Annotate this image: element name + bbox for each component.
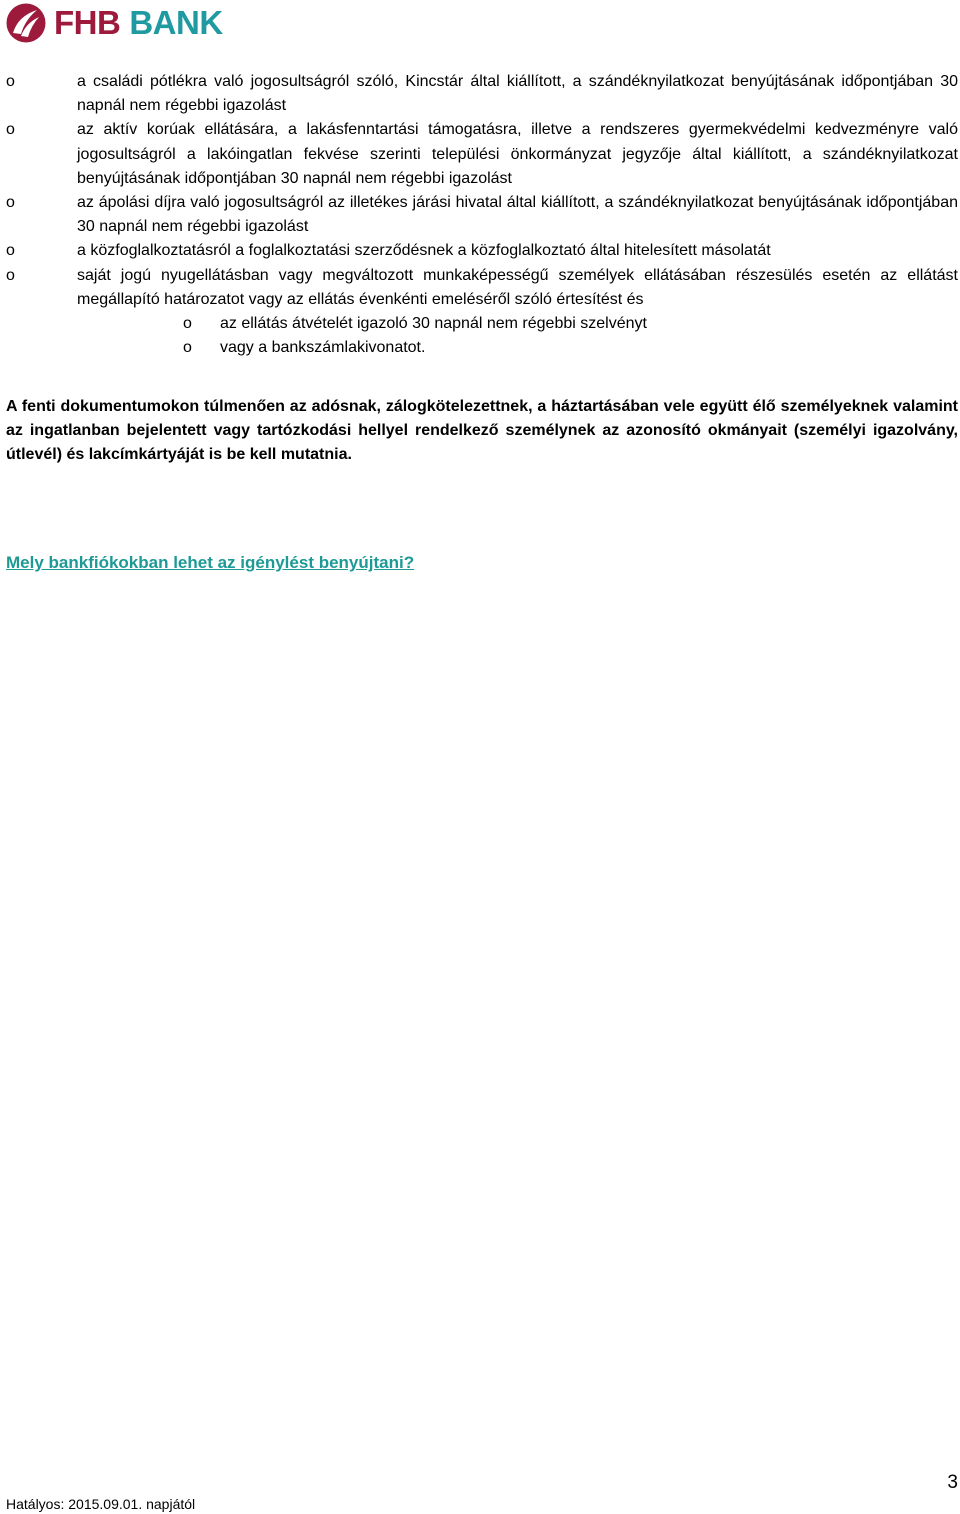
list-bullet: o bbox=[6, 73, 15, 90]
list-item-text: az aktív korúak ellátására, a lakásfenntartási támogatásra, illetve a rendszeres gyermekvédelmi kedvezményre való jogosultságról a lakóingatlan fekvése szerinti települési önkormányzat jegyzője által kiállított, a szándéknyilatkozat benyújtásának időpontjában 30 napnál nem régebbi igazolást bbox=[77, 121, 958, 187]
logo-wordmark bbox=[54, 3, 223, 43]
list-bullet: o bbox=[6, 121, 15, 139]
list-item bbox=[6, 239, 958, 263]
logo-bank-text: BANK bbox=[129, 4, 223, 41]
fhb-bank-logo bbox=[6, 2, 223, 44]
list-item bbox=[6, 191, 958, 239]
sub-list-item-text: az ellátás átvételét igazoló 30 napnál nem régebbi szelvényt bbox=[220, 315, 647, 333]
list-bullet: o bbox=[6, 266, 15, 284]
effective-date-footer: Hatályos: 2015.09.01. napjától bbox=[6, 1496, 196, 1512]
page-number: 3 bbox=[947, 1472, 958, 1493]
sub-list-item bbox=[6, 312, 958, 336]
sub-list-item-text: vagy a bankszámlakivonatot. bbox=[220, 339, 426, 357]
required-documents-list bbox=[6, 70, 958, 360]
list-item-text: az ápolási díjra való jogosultságról az illetékes járási hivatal által kiállított, a szándéknyilatkozat benyújtásának időpontjában 30 napnál nem régebbi igazolást bbox=[77, 194, 958, 236]
list-item-text: a közfoglalkoztatásról a foglalkoztatási szerződésnek a közfoglalkoztató által hitelesített másolatát bbox=[77, 242, 771, 260]
list-item-text: a családi pótlékra való jogosultságról szóló, Kincstár által kiállított, a szándéknyilatkozat benyújtásának időpontjában 30 napnál nem régebbi igazolást bbox=[77, 73, 958, 115]
sub-list-item bbox=[6, 336, 958, 360]
list-item-text: saját jogú nyugellátásban vagy megváltozott munkaképességű személyek ellátásában részesülés esetén az ellátást megállapító határozatot vagy az ellátás évenkénti emeléséről szóló értesítést és bbox=[77, 266, 958, 308]
section-question-heading: Mely bankfiókokban lehet az igénylést benyújtani? bbox=[6, 553, 415, 572]
list-bullet: o bbox=[6, 194, 15, 212]
sub-list-bullet: o bbox=[183, 339, 192, 357]
list-bullet: o bbox=[6, 242, 15, 260]
list-item bbox=[6, 264, 958, 312]
sub-list-bullet: o bbox=[183, 315, 192, 333]
logo-fhb-text: FHB bbox=[54, 4, 121, 41]
fhb-logo-mark-icon bbox=[6, 3, 46, 43]
list-item bbox=[6, 70, 958, 118]
list-item bbox=[6, 118, 958, 191]
identity-documents-notice: A fenti dokumentumokon túlmenően az adósnak, zálogkötelezettnek, a háztartásában vele együtt élő személyeknek valamint az ingatlanban bejelentett vagy tartózkodási hellyel rendelkező személynek az azonosító okmányait (személyi igazolvány, útlevél) és lakcímkártyáját is be kell mutatnia. bbox=[6, 398, 958, 464]
